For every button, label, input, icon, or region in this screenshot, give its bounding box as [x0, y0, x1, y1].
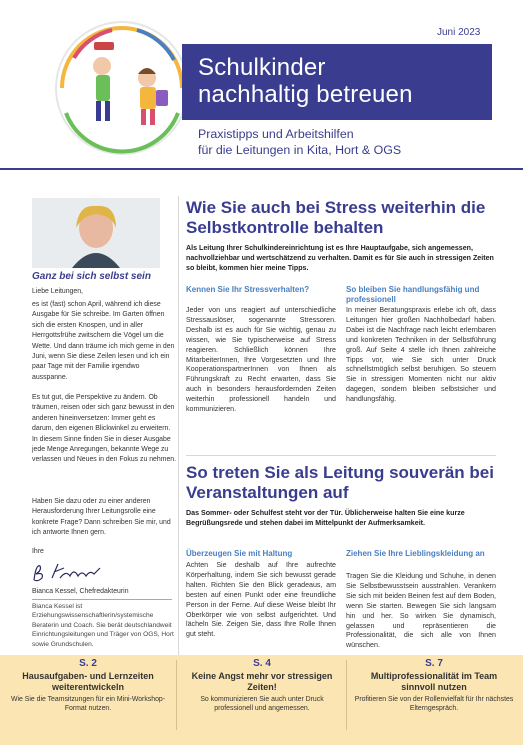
subtitle-line-2: für die Leitungen in Kita, Hort & OGS	[198, 143, 402, 157]
article-1-subheading-2: So bleiben Sie handlungsfähig und professionell	[346, 285, 480, 304]
handwritten-signature	[30, 560, 110, 584]
teaser-divider	[176, 660, 177, 730]
title-line-2: nachhaltig betreuen	[198, 81, 413, 108]
editorial-greeting: Liebe Leitungen,	[32, 288, 83, 295]
teaser-text: Wie Sie die Teamsitzungen für ein Mini-Workshop-Format nutzen.	[10, 696, 166, 712]
teaser-page-2[interactable]	[8, 658, 168, 713]
editor-photo	[32, 198, 160, 268]
editorial-heading: Ganz bei sich selbst sein	[32, 271, 151, 282]
editorial-paragraph-3: Haben Sie dazu oder zu einer anderen Herausforderung Ihrer Leitungsrolle eine konkrete Frage? Dann schreiben Sie mir, und ich antworte Ihnen gern.	[32, 498, 171, 537]
editorial-paragraph-1: es ist (fast) schon April, während ich diese Ausgabe für Sie schreibe. Im Garten öffnen sich die ersten Knospen, und in aller Herrgottsfrühe zwitschern die Vögel um die Wette. Und dann träume ich mich gerne in den Juni, wenn Sie diese Zeilen lesen und ich ein paar Tage mit der Familie irgendwo ausspanne.	[32, 301, 175, 381]
newsletter-title	[198, 54, 413, 108]
issue-date: Juni 2023	[437, 27, 481, 38]
header-divider	[0, 168, 523, 170]
article-2-body-1: Achten Sie deshalb auf Ihre aufrechte Körperhaltung, indem Sie sich bewusst gerade halten. Richten Sie den Blick geradeaus, am besten auf einen Punkt oder eine freundliche Person in der Ferne. Auf diese Weise bleibt Ihr Oberkörper wie von selbst aufgerichtet. Und lächeln Sie. Zeigen Sie, dass Ihre Rolle Ihnen gut steht.	[186, 561, 336, 639]
article-2-subheading-2: Ziehen Sie Ihre Lieblingskleidung an	[346, 549, 485, 558]
editorial-signature-name: Bianca Kessel, Chefredakteurin	[32, 588, 129, 595]
article-1-body-2: In meiner Beratungspraxis erlebe ich oft, dass Leitungen hier großen Nachholbedarf haben. Dabei ist die Nachfrage nach leicht erlernbaren und konkreten Techniken in der Selbstführung groß. Auf Seite 4 stelle ich Ihnen zahlreiche Tipps vor, wie Sie sich unter Druck schnellstmöglich selbst beruhigen. So steuern Sie in stressigen Momenten nicht nur aktiv dagegen, sondern bleiben selbstsicher und handlungsfähig.	[346, 306, 496, 404]
article-2-lede: Das Sommer- oder Schulfest steht vor der Tür. Üblicherweise halten Sie eine kurze Begrüßungsrede und stehen dabei im Mittelpunkt der Aufmerksamkeit.	[186, 509, 465, 527]
header-illustration	[52, 18, 192, 158]
title-line-1: Schulkinder	[198, 54, 326, 81]
teaser-page-number: S. 7	[425, 658, 443, 669]
article-1-title: Wie Sie auch bei Stress weiterhin die Selbstkontrolle behalten	[186, 198, 486, 237]
article-divider	[186, 455, 496, 456]
teaser-page-number: S. 4	[253, 658, 271, 669]
article-1-subheading-1: Kennen Sie Ihr Stressverhalten?	[186, 285, 310, 294]
editor-bio: Bianca Kessel ist Erziehungswissenschaftlerin/systemische Beraterin und Coach. Sie berät deutschlandweit Einrichtungsleitungen und Träger von OGS, Hort sowie Grundschulen.	[32, 603, 174, 648]
teaser-title: Keine Angst mehr vor stressigen Zeiten!	[191, 671, 333, 692]
teaser-text: Profitieren Sie von der Rollenvielfalt für Ihr nächstes Elterngespräch.	[354, 696, 514, 712]
title-banner	[182, 44, 492, 120]
teaser-title: Multiprofessionalität im Team sinnvoll nutzen	[370, 671, 498, 692]
newsletter-subtitle	[198, 126, 498, 158]
article-2-title: So treten Sie als Leitung souverän bei Veranstaltungen auf	[186, 463, 494, 502]
bio-divider	[32, 599, 172, 600]
teaser-title: Hausaufgaben- und Lernzeiten weiterentwickeln	[22, 671, 154, 692]
article-1-lede: Als Leitung Ihrer Schulkindereinrichtung ist es Ihre Hauptaufgabe, sich angemessen, nachvollziehbar und wertschätzend zu verhalten. Damit es für Sie auch in stressigen Zeiten so bleibt, kommen hier meine Tipps.	[186, 244, 494, 272]
editorial-closing: Ihre	[32, 548, 44, 555]
teaser-text: So kommunizieren Sie auch unter Druck professionell und angemessen.	[200, 696, 324, 712]
teaser-divider	[346, 660, 347, 730]
editorial-paragraph-2: Es tut gut, die Perspektive zu ändern. Ob träumen, reisen oder sich ganz bewusst in den anderen hineinversetzen: Immer geht es darum, den eigenen Blickwinkel zu erweitern. In diesem Sinne finden Sie in dieser Ausgabe jede Menge Anregungen, bekannte Wege zu verlassen und Neues in den Fokus zu nehmen.	[32, 394, 177, 464]
subtitle-line-1: Praxistipps und Arbeitshilfen	[198, 127, 354, 141]
teaser-page-4[interactable]	[182, 658, 342, 713]
article-2-body-2: Tragen Sie die Kleidung und Schuhe, in denen Sie Selbstbewusstsein ausstrahlen. Verankern Sie sich mit beiden Beinen fest auf dem Boden, wenn Sie starten. Bewegen Sie sich langsam hin und her. So wirken Sie dynamisch, gelassen und repräsentieren die Professionalität, die sich alle von Ihnen wünschen.	[346, 572, 496, 650]
teaser-page-number: S. 2	[79, 658, 97, 669]
teaser-page-7[interactable]	[354, 658, 514, 713]
article-2-subheading-1: Überzeugen Sie mit Haltung	[186, 549, 293, 558]
article-1-body-1: Jeder von uns reagiert auf unterschiedliche Stressauslöser, sogenannte Stressoren. Deshalb ist es auch für Sie wichtig, genau zu wissen, wie Sie typischerweise auf Stress reagieren. Schließlich können Ihre MitarbeiterInnen, Ihre Vorgesetzten und Ihre KooperationspartnerInnen von Ihnen als Führungskraft zu Recht erwarten, dass Sie auch in besonders herausfordernden Zeiten weiterhin professionell handeln und kommunizieren.	[186, 306, 336, 414]
column-divider	[178, 196, 179, 656]
